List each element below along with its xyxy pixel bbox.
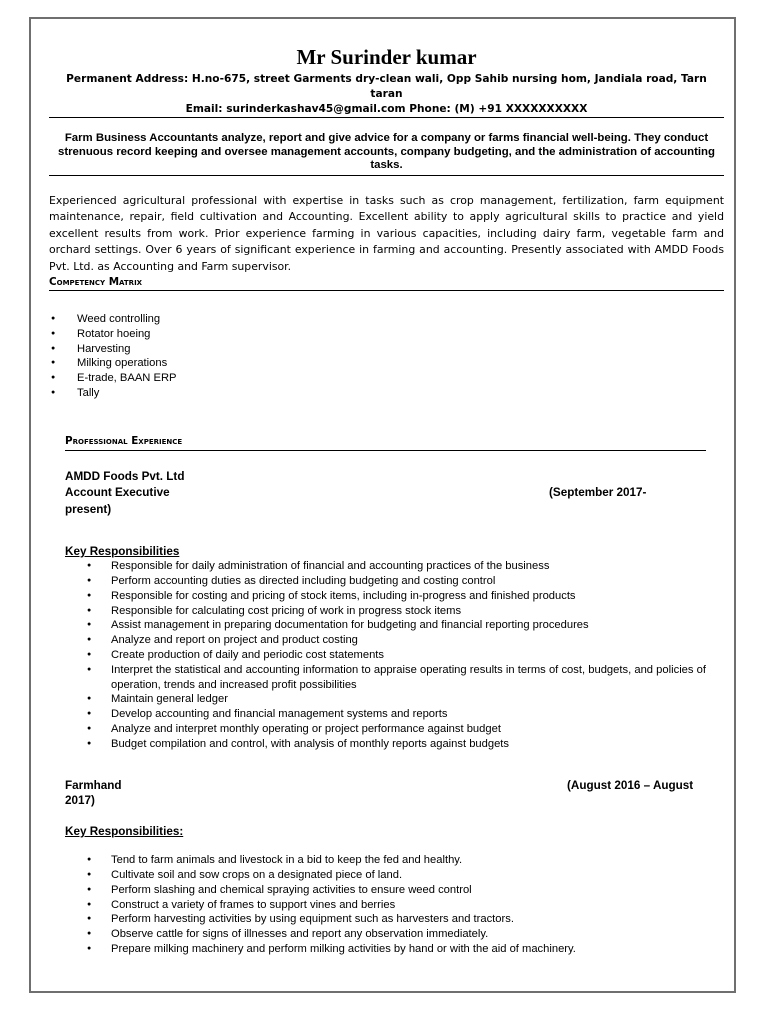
responsibilities-list	[111, 853, 706, 957]
job-title-row	[65, 778, 706, 795]
list-item: ● Analyze and interpret monthly operating or project performance against budget	[111, 722, 706, 737]
list-item: ● Rotator hoeing	[77, 327, 724, 342]
contact-info: Email: surinderkashav45@gmail.com Phone: (M) +91 XXXXXXXXXX	[185, 103, 588, 115]
permanent-address: Permanent Address: H.no-675, street Garments dry-clean wali, Opp Sahib nursing hom, Jandiala road, Tarn taran	[66, 73, 707, 100]
list-item: ● Analyze and report on project and product costing	[111, 633, 706, 648]
list-item: ● Perform harvesting activities by using equipment such as harvesters and tractors.	[111, 912, 706, 927]
job-title: Farmhand	[65, 778, 122, 792]
job-title: Account Executive	[65, 486, 170, 500]
responsibilities-list	[111, 559, 706, 751]
list-item: ● Cultivate soil and sow crops on a designated piece of land.	[111, 868, 706, 883]
professional-summary: Experienced agricultural professional with expertise in tasks such as crop management, fertilization, farm equipment maintenance, repair, field cultivation and Accounting. Excellent ability to apply agricultural skills to practice and yield excellent results from work. Prior experience farming in various capacities, including dairy farm, vegetable farm and orchard settings. Over 6 years of significant experience in farming and accounting. Presently associated with AMDD Foods Pvt. Ltd. as Accounting and Farm supervisor.	[49, 193, 724, 273]
list-item: ● Develop accounting and financial management systems and reports	[111, 707, 706, 722]
company-name: AMDD Foods Pvt. Ltd	[65, 469, 185, 483]
experience-heading: Professional Experience	[65, 434, 183, 447]
list-item: ● Responsible for costing and pricing of stock items, including in-progress and finished products	[111, 589, 706, 604]
list-item: ● Budget compilation and control, with analysis of monthly reports against budgets	[111, 737, 706, 752]
competency-divider	[49, 290, 724, 291]
competency-heading: Competency Matrix	[49, 276, 143, 288]
job-dates-start: (August 2016 – August	[567, 778, 694, 792]
experience-divider	[65, 450, 706, 451]
list-item: ● Harvesting	[77, 342, 724, 357]
candidate-name: Mr Surinder kumar	[296, 45, 477, 69]
list-item: ● Perform accounting duties as directed including budgeting and costing control	[111, 574, 706, 589]
objective-divider	[49, 175, 724, 176]
resume-document	[49, 45, 724, 957]
list-item: ● E-trade, BAAN ERP	[77, 371, 724, 386]
list-item: ● Assist management in preparing documentation for budgeting and financial reporting procedures	[111, 618, 706, 633]
list-item: ● Prepare milking machinery and perform milking activities by hand or with the aid of machinery.	[111, 942, 706, 957]
list-item: ● Perform slashing and chemical spraying activities to ensure weed control	[111, 883, 706, 898]
competency-list	[77, 312, 724, 401]
list-item: ● Maintain general ledger	[111, 692, 706, 707]
list-item: ● Responsible for daily administration of financial and accounting practices of the business	[111, 559, 706, 574]
job-dates-start: (September 2017-	[549, 486, 647, 500]
objective-statement: Farm Business Accountants analyze, report and give advice for a company or farms financial well-being. They conduct strenuous record keeping and oversee management accounts, company budgeting, and the administration of accounting tasks.	[58, 132, 715, 171]
list-item: ● Interpret the statistical and accounting information to appraise operating results in terms of cost, budgets, and policies of operation, trends and increased profit possibilities	[111, 663, 706, 693]
key-responsibilities-heading: Key Responsibilities	[65, 545, 180, 559]
key-responsibilities-heading: Key Responsibilities:	[65, 825, 184, 839]
list-item: ● Tally	[77, 386, 724, 401]
header-divider	[49, 117, 724, 118]
list-item: ● Tend to farm animals and livestock in a bid to keep the fed and healthy.	[111, 853, 706, 868]
list-item: ● Responsible for calculating cost pricing of work in progress stock items	[111, 604, 706, 619]
list-item: ● Construct a variety of frames to support vines and berries	[111, 898, 706, 913]
list-item: ● Observe cattle for signs of illnesses and report any observation immediately.	[111, 927, 706, 942]
experience-section	[65, 434, 706, 957]
job-dates-end: present)	[65, 502, 112, 516]
resume-page-frame	[29, 17, 736, 993]
list-item: ● Weed controlling	[77, 312, 724, 327]
job-dates-end: 2017)	[65, 794, 95, 808]
job-title-row	[65, 485, 706, 502]
list-item: ● Milking operations	[77, 356, 724, 371]
list-item: ● Create production of daily and periodic cost statements	[111, 648, 706, 663]
